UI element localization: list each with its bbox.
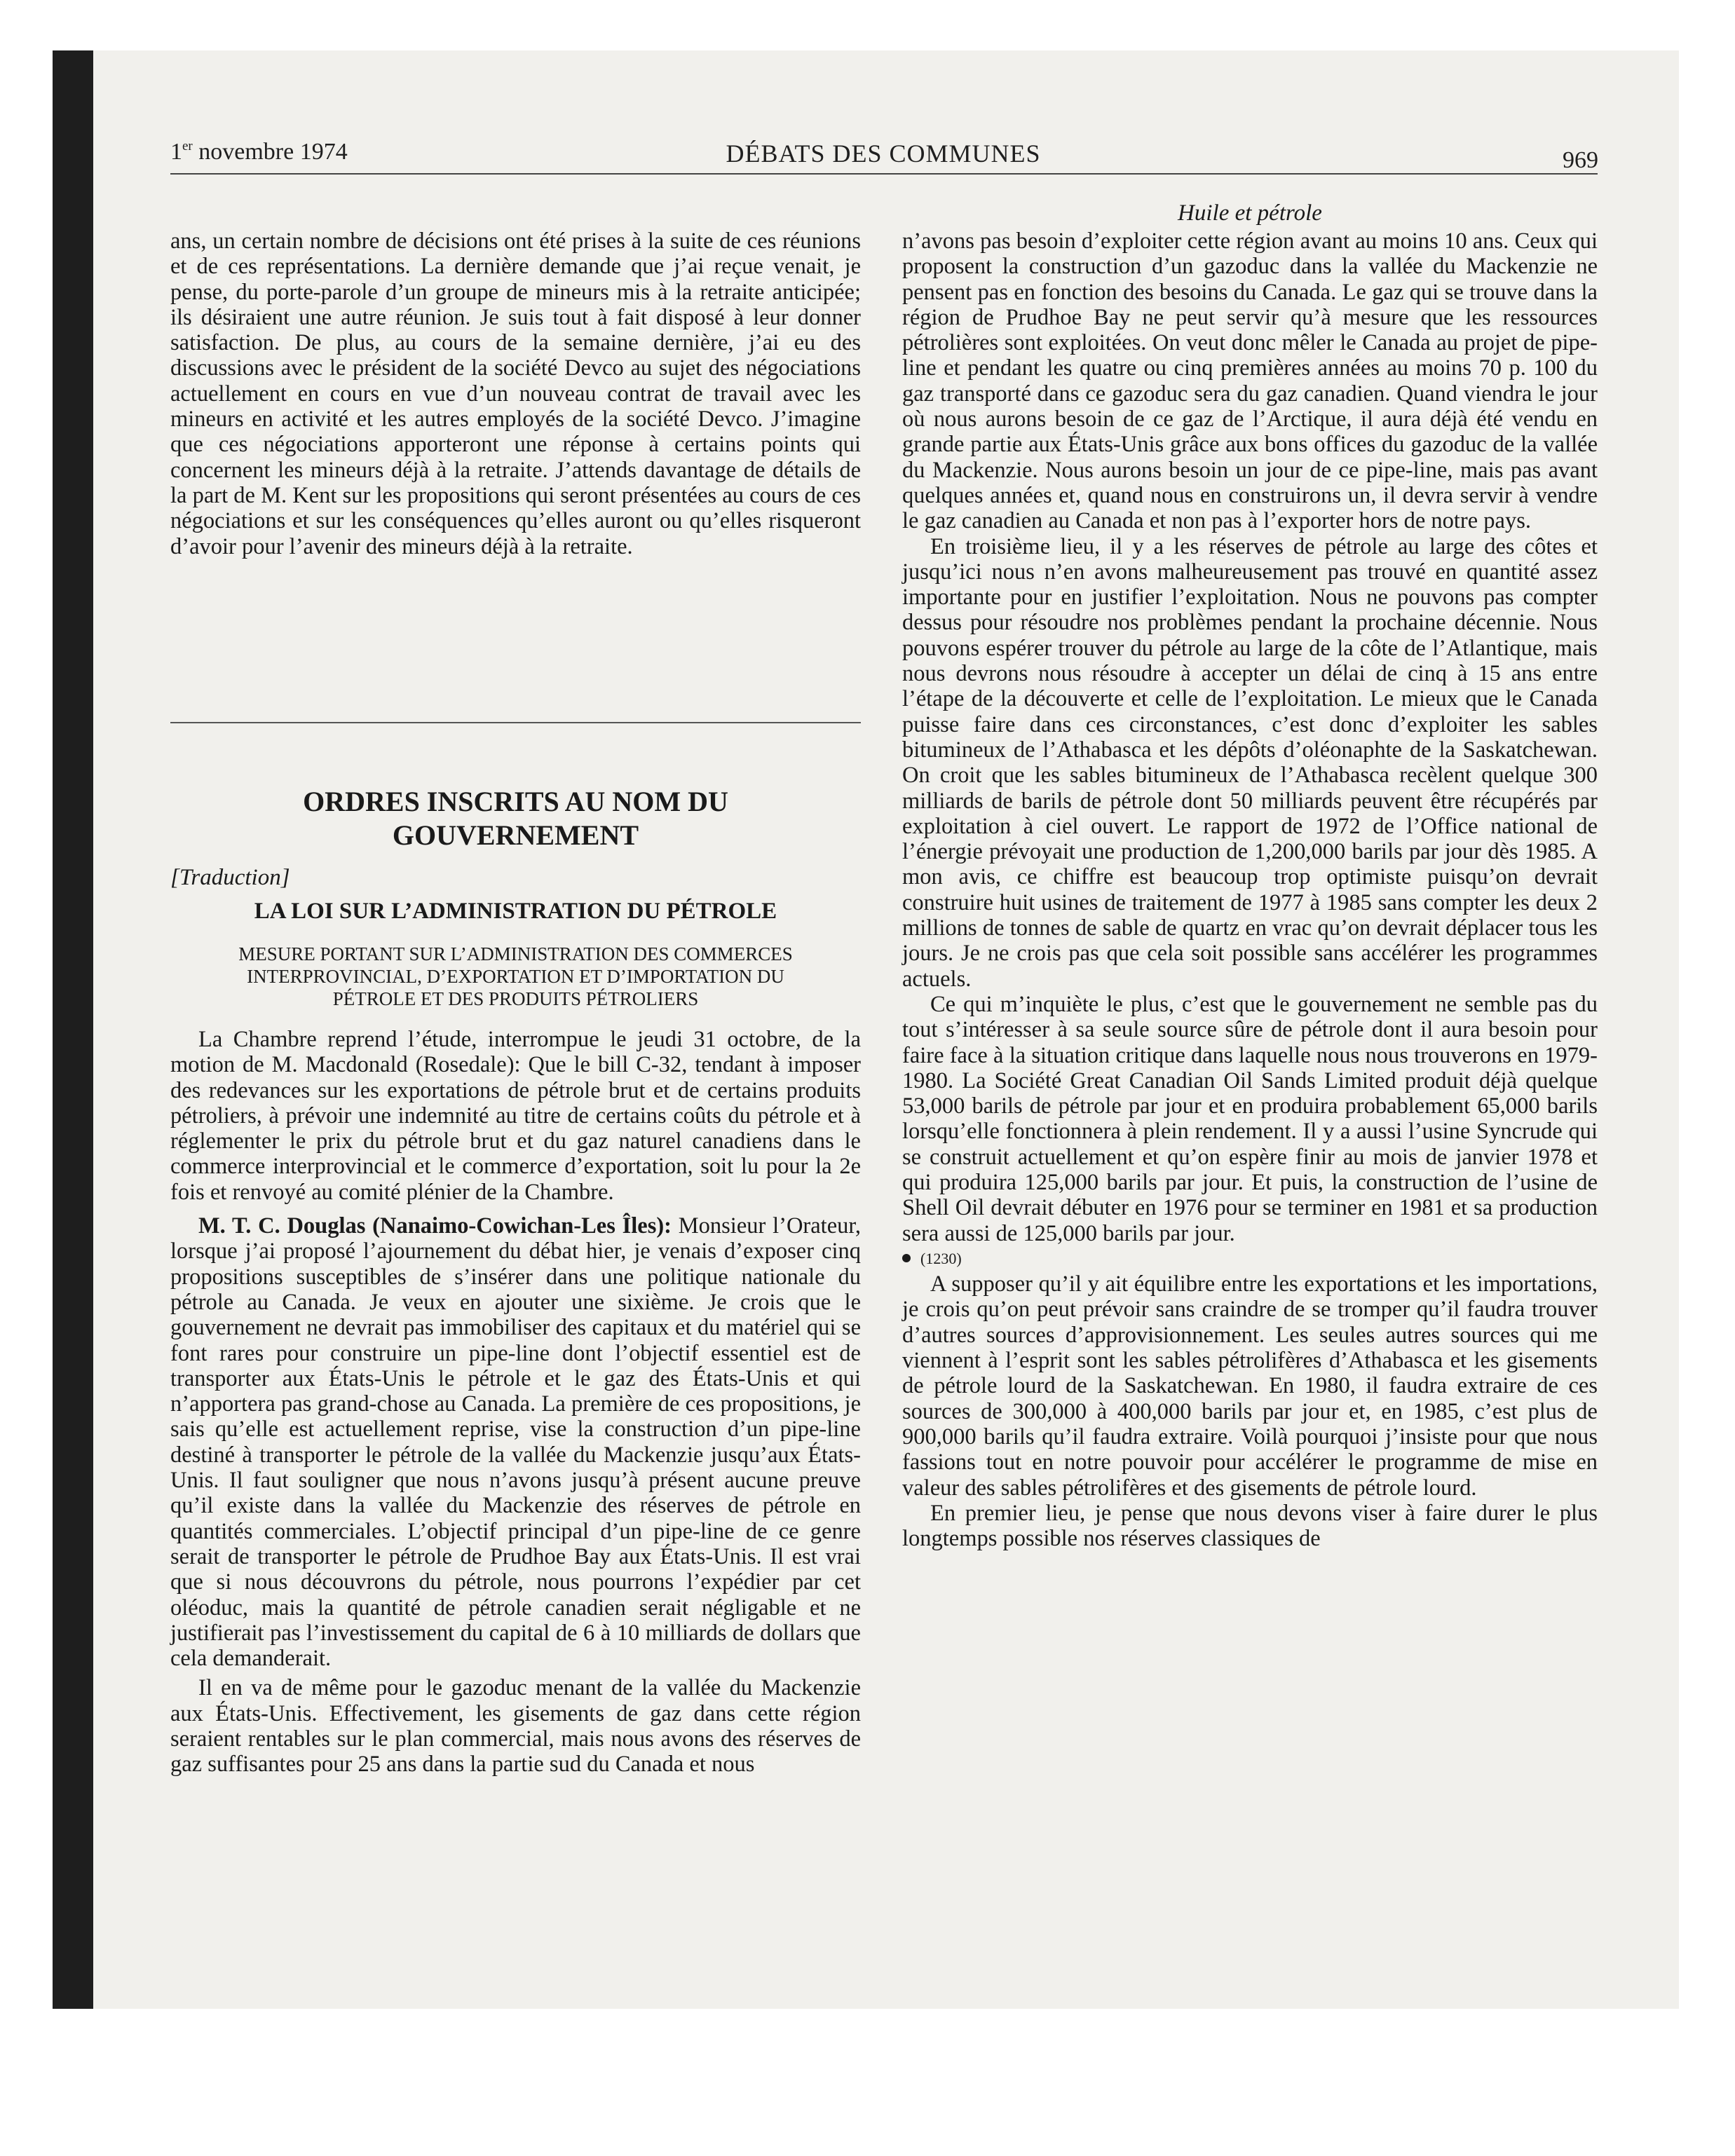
header-date	[170, 139, 348, 174]
paragraph: Il en va de même pour le gazoduc menant de la vallée du Mackenzie aux États-Unis. Effectivement, les gisements de gaz dans cette région seraient rentables sur le plan commercial, mais nous avons des réserves de gaz suffisantes pour 25 ans dans la partie sud du Canada et nous	[170, 1675, 861, 1778]
bill-subtitle	[170, 943, 861, 1010]
left-column-bottom	[170, 1027, 861, 1778]
section-title-line: GOUVERNEMENT	[392, 819, 639, 851]
running-head: Huile et pétrole	[1178, 200, 1322, 226]
date-rest: novembre 1974	[192, 139, 348, 165]
bullet-icon	[902, 1254, 911, 1262]
bill-title: LA LOI SUR L’ADMINISTRATION DU PÉTROLE	[254, 899, 777, 924]
paragraph: La Chambre reprend l’étude, interrompue le jeudi 31 octobre, de la motion de M. Macdonald (Rosedale): Que le bill C-32, tendant à imposer des redevances sur les exportations de pétrole brut et de certains produits pétroliers, à prévoir une indemnité au titre de certains coûts du pétrole et à réglementer le prix du pétrole brut et du gaz naturel canadiens dans le commerce interprovincial et le commerce d’exportation, soit lu pour la 2e fois et renvoyé au comité plénier de la Chambre.	[170, 1027, 861, 1205]
section-title	[170, 785, 861, 852]
speech-text: Monsieur l’Orateur, lorsque j’ai proposé l’ajournement du débat hier, je venais d’exposer cinq propositions susceptibles de s’insérer dans une politique nationale du pétrole au Canada. Je veux en ajouter une sixième. Je crois que le gouvernement ne devrait pas immobiliser des capitaux et du matériel qui se font rares pour construire un pipe-line dont l’objectif essentiel est de transporter aux États-Unis le pétrole et le gaz des États-Unis et qui n’apportera pas grand-chose au Canada. La première de ces propositions, je sais qu’elle est actuellement reprise, vise la construction d’un pipe-line destiné à transporter le pétrole de la vallée du Mackenzie jusqu’aux États-Unis. Il faut souligner que nous n’avons jusqu’à présent aucune preuve qu’il existe dans la vallée du Mackenzie des réserves de pétrole en quantités commerciales. L’objectif principal d’un pipe-line de ce genre serait de transporter le pétrole de Prudhoe Bay aux États-Unis. Il est vrai que si nous découvrons du pétrole, nous pourrons l’expédier par cet oléoduc, mais la quantité de pétrole canadien serait négligable et ne justifierait pas l’investissement du capital de 6 à 10 milliards de dollars que cela demanderait.	[170, 1213, 862, 1672]
translation-note: [Traduction]	[170, 865, 290, 890]
bill-subtitle-line: PÉTROLE ET DES PRODUITS PÉTROLIERS	[332, 988, 699, 1009]
left-column-top	[170, 228, 861, 559]
bill-subtitle-line: INTERPROVINCIAL, D’EXPORTATION ET D’IMPORTATION DU	[247, 966, 784, 987]
paragraph: A supposer qu’il y ait équilibre entre les exportations et les importations, je crois qu’on peut prévoir sans craindre de se tromper qu’il faudra trouver d’autres sources d’approvisionnement. Les seules autres sources qui me viennent à l’esprit sont les sables pétrolifères d’Athabasca et les gisements de pétrole lourd de la Saskatchewan. En 1980, il faudra extraire de ces sources de 300,000 à 400,000 barils par jour et, en 1985, c’est plus de 900,000 barils qu’il faudra extraire. Voilà pourquoi j’insiste pour que nous fassions tout en notre pouvoir pour accélérer le programme de mise en valeur des sables pétrolifères et des gisements de pétrole lourd.	[902, 1271, 1598, 1501]
speech-paragraph	[170, 1213, 861, 1671]
publication-title: DÉBATS DES COMMUNES	[726, 139, 1041, 168]
paragraph: n’avons pas besoin d’exploiter cette région avant au moins 10 ans. Ceux qui proposent la construction d’un gazoduc dans la vallée du Mackenzie ne pensent pas en fonction des besoins du Canada. Le gaz qui se trouve dans la région de Prudhoe Bay ne peut servir qu’à mesure que les ressources pétrolières sont exploitées. On veut donc mêler le Canada au projet de pipe-line et pendant les quatre ou cinq premières années au moins 70 p. 100 du gaz transporté dans ce gazoduc sera du gaz canadien. Quand viendra le jour où nous aurons besoin de ce gaz de l’Arctique, il aura déjà été vendu en grande partie aux États-Unis grâce aux bons offices du gazoduc de la vallée du Mackenzie. Nous aurons besoin un jour de ce pipe-line, mais pas avant quelques années et, quand nous en construirons un, il devra servir à vendre le gaz canadien au Canada et non pas à l’exporter hors de notre pays.	[902, 228, 1598, 534]
scan-edge	[53, 50, 93, 2009]
speaker-name: M. T. C. Douglas (Nanaimo-Cowichan-Les Îles):	[198, 1213, 672, 1239]
page-number: 969	[1563, 147, 1598, 173]
header-rule	[170, 173, 1598, 175]
timestamp: (1230)	[920, 1249, 962, 1267]
timestamp-marker	[902, 1246, 1598, 1271]
paragraph: ans, un certain nombre de décisions ont été prises à la suite de ces réunions et de ces représentations. La dernière demande que j’ai reçue venait, je pense, du porte-parole d’un groupe de mineurs mis à la retraite anticipée; ils désiraient une autre réunion. Je suis tout à fait disposé à leur donner satisfaction. De plus, au cours de la semaine dernière, j’ai eu des discussions avec le président de la société Devco au sujet des négociations actuellement en cours en vue d’un nouveau contrat de travail avec les mineurs en activité et les autres employés de la société Devco. J’imagine que ces négociations apporteront une réponse à certains points qui concernent les mineurs déjà à la retraite. J’attends davantage de détails de la part de M. Kent sur les propositions qui seront présentées au cours de ces négociations et sur les conséquences qu’elles auront ou qu’elles risqueront d’avoir pour l’avenir des mineurs déjà à la retraite.	[170, 228, 861, 559]
section-title-line: ORDRES INSCRITS AU NOM DU	[303, 786, 728, 817]
paragraph: Ce qui m’inquiète le plus, c’est que le gouvernement ne semble pas du tout s’intéresser à sa seule source sûre de pétrole dont il aura besoin pour faire face à la situation critique dans laquelle nous nous trouverons en 1979-1980. La Société Great Canadian Oil Sands Limited produit déjà quelque 53,000 barils de pétrole par jour et en produira probablement 65,000 barils lorsqu’elle fonctionnera à plein rendement. Il y a aussi l’usine Syncrude qui se construit actuellement et qu’on espère finir au mois de janvier 1978 et qui produira 125,000 barils par jour. Et puis, la construction de l’usine de Shell Oil devrait débuter en 1976 pour se terminer en 1981 et sa production sera aussi de 125,000 barils par jour.	[902, 991, 1598, 1246]
paragraph: En premier lieu, je pense que nous devons viser à faire durer le plus longtemps possible nos réserves classiques de	[902, 1500, 1598, 1552]
bill-subtitle-line: MESURE PORTANT SUR L’ADMINISTRATION DES COMMERCES	[238, 943, 793, 964]
date-superscript: er	[182, 139, 193, 153]
section-divider	[170, 722, 861, 723]
date-day: 1	[170, 139, 182, 165]
right-column	[902, 199, 1598, 1551]
paragraph: En troisième lieu, il y a les réserves de pétrole au large des côtes et jusqu’ici nous n’en avons malheureusement pas trouvé en quantité assez importante pour en justifier l’exploitation. Nous ne pouvons pas compter dessus pour résoudre nos problèmes pendant la prochaine décennie. Nous pouvons espérer trouver du pétrole au large de la côte de l’Atlantique, mais nous devrons nous résoudre à accepter un délai de cinq à 15 ans entre l’étape de la découverte et celle de l’exploitation. Le mieux que le Canada puisse faire dans ces circonstances, c’est donc d’exploiter les sables bitumineux de l’Athabasca et les dépôts d’oléonaphte de la Saskatchewan. On croit que les sables bitumineux de l’Athabasca recèlent quelque 300 milliards de barils de pétrole dont 50 milliards peuvent être récupérés par exploitation à ciel ouvert. Le rapport de 1972 de l’Office national de l’énergie prévoyait une production de 1,200,000 barils par jour dès 1985. A mon avis, ce chiffre est beaucoup trop optimiste puisqu’on devrait construire huit usines de traitement de 1977 à 1985 sans compter les deux 2 millions de tonnes de sable de quartz en vrac qu’on devrait déplacer tous les jours. Je ne crois pas que cela soit possible sans accélérer les programmes actuels.	[902, 533, 1598, 992]
